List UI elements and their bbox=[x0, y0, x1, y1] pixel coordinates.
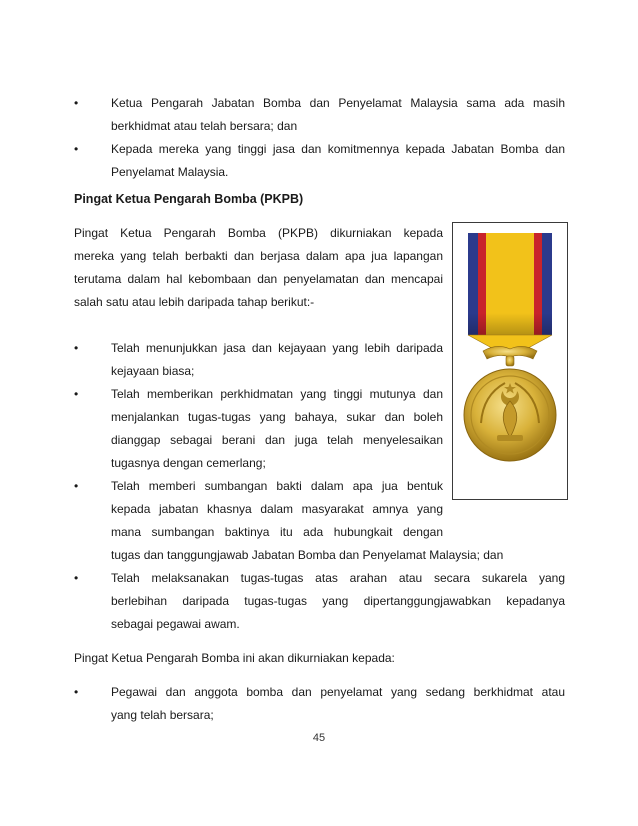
bullet-line: tugas dan tanggungjawab Jabatan Bomba dan Penyelamat Malaysia; dan bbox=[111, 548, 504, 562]
paragraph-line: mereka yang telah berbakti dan berjasa dalam apa jua lapangan bbox=[74, 249, 443, 263]
bullet-line: Pegawai dan anggota bomba dan penyelamat yang sedang berkhidmat atau bbox=[111, 685, 565, 699]
bullet-line: Kepada mereka yang tinggi jasa dan komitmennya kepada Jabatan Bomba dan bbox=[111, 142, 565, 156]
medal-image bbox=[452, 222, 568, 500]
bullet-line: berlebihan daripada tugas-tugas yang dipertanggungjawabkan kepadanya bbox=[111, 594, 565, 608]
paragraph-line: salah satu atau lebih daripada tahap berikut:- bbox=[74, 295, 315, 309]
bullet-line: berkhidmat atau telah bersara; dan bbox=[111, 119, 298, 133]
bullet-marker: • bbox=[74, 479, 79, 493]
bullet-line: Telah memberikan perkhidmatan yang tinggi mutunya dan bbox=[111, 387, 443, 401]
bullet-marker: • bbox=[74, 142, 79, 156]
bullet-marker: • bbox=[74, 571, 79, 585]
bullet-line: Ketua Pengarah Jabatan Bomba dan Penyelamat Malaysia sama ada masih bbox=[111, 96, 565, 110]
medal-icon bbox=[453, 223, 567, 499]
section-heading: Pingat Ketua Pengarah Bomba (PKPB) bbox=[74, 192, 304, 206]
bullet-marker: • bbox=[74, 387, 79, 401]
bullet-line: mana sumbangan baktinya itu ada hubungkait dengan bbox=[111, 525, 443, 539]
bullet-line: sebagai pegawai awam. bbox=[111, 617, 240, 631]
bullet-line: Penyelamat Malaysia. bbox=[111, 165, 229, 179]
bullet-line: tugasnya dengan cemerlang; bbox=[111, 456, 266, 470]
bullet-line: kejayaan biasa; bbox=[111, 364, 195, 378]
bullet-line: dianggap sebagai berani dan juga telah menyelesaikan bbox=[111, 433, 443, 447]
bullet-marker: • bbox=[74, 96, 79, 110]
bullet-line: kepada jabatan khasnya dalam masyarakat amnya yang bbox=[111, 502, 443, 516]
paragraph-line: Pingat Ketua Pengarah Bomba (PKPB) dikurniakan kepada bbox=[74, 226, 443, 240]
paragraph-line: terutama dalam hal kebombaan dan penyelamatan dan mencapai bbox=[74, 272, 443, 286]
bullet-line: yang telah bersara; bbox=[111, 708, 214, 722]
bullet-line: Telah memberi sumbangan bakti dalam apa jua bentuk bbox=[111, 479, 443, 493]
bullet-line: Telah menunjukkan jasa dan kejayaan yang lebih daripada bbox=[111, 341, 443, 355]
bullet-marker: • bbox=[74, 341, 79, 355]
recipients-intro: Pingat Ketua Pengarah Bomba ini akan dikurniakan kepada: bbox=[74, 651, 395, 665]
bullet-line: Telah melaksanakan tugas-tugas atas arahan atau secara sukarela yang bbox=[111, 571, 565, 585]
bullet-marker: • bbox=[74, 685, 79, 699]
bullet-line: menjalankan tugas-tugas yang bahaya, sukar dan boleh bbox=[111, 410, 443, 424]
page-number: 45 bbox=[312, 732, 326, 744]
